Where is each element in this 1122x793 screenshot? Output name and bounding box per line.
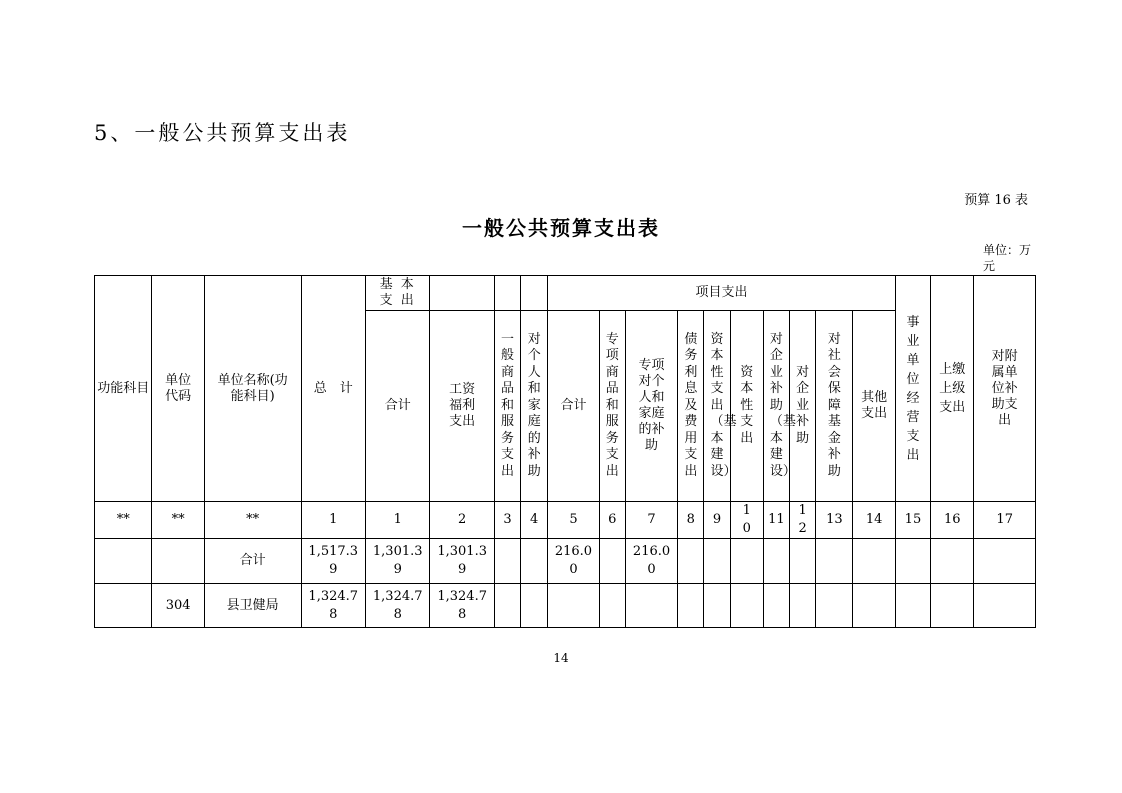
empty-cell [730, 584, 763, 628]
project-total-cell [548, 584, 599, 628]
index-cell: 8 [678, 502, 704, 539]
func-subject-cell [95, 539, 152, 584]
page-number: 14 [553, 651, 569, 665]
basic-total-cell: 1,324.78 [365, 584, 429, 628]
header-goods-services: 一般商品和服务支出 [494, 311, 520, 502]
empty-cell [730, 539, 763, 584]
index-cell: 6 [599, 502, 625, 539]
index-cell: 1 [301, 502, 365, 539]
section-heading: 5、一般公共预算支出表 [94, 121, 351, 145]
index-cell: 11 [763, 502, 789, 539]
unit-code-cell: 304 [152, 584, 204, 628]
index-cell: 17 [974, 502, 1036, 539]
special-personal-cell: 216.00 [625, 539, 677, 584]
empty-cell [974, 584, 1036, 628]
header-project-total: 合计 [548, 311, 599, 502]
empty-cell [816, 539, 853, 584]
unit-code-cell [152, 539, 204, 584]
header-personal-family: 对个人和家庭的补助 [521, 311, 548, 502]
budget-expenditure-table [94, 275, 1036, 628]
empty-cell [704, 539, 730, 584]
empty-cell [790, 539, 816, 584]
empty-cell [895, 584, 930, 628]
empty-cell [895, 539, 930, 584]
empty-cell [790, 584, 816, 628]
index-cell: 2 [430, 502, 494, 539]
index-cell: 10 [730, 502, 763, 539]
special-personal-cell [625, 584, 677, 628]
project-total-cell: 216.00 [548, 539, 599, 584]
empty-cell [494, 539, 520, 584]
unit-name-cell: 县卫健局 [204, 584, 301, 628]
header-blank-1 [430, 276, 494, 311]
unit-name-cell: 合计 [204, 539, 301, 584]
index-cell: 9 [704, 502, 730, 539]
empty-cell [678, 539, 704, 584]
unit-label: 单位：万元 [983, 243, 1032, 273]
salary-cell: 1,324.78 [430, 584, 494, 628]
index-cell: 1 [365, 502, 429, 539]
index-cell: 12 [790, 502, 816, 539]
header-project-group: 项目支出 [548, 276, 896, 311]
empty-cell [974, 539, 1036, 584]
empty-cell [599, 539, 625, 584]
empty-cell [678, 584, 704, 628]
empty-cell [521, 539, 548, 584]
empty-cell [763, 584, 789, 628]
index-cell: 5 [548, 502, 599, 539]
empty-cell [931, 539, 974, 584]
index-cell: 14 [853, 502, 895, 539]
empty-cell [521, 584, 548, 628]
header-blank-2 [494, 276, 520, 311]
table-row [95, 584, 1036, 628]
header-blank-3 [521, 276, 548, 311]
header-unit-code: 单位代码 [152, 276, 204, 502]
header-capital: 资本性支出 [730, 311, 763, 502]
empty-cell [599, 584, 625, 628]
empty-cell [704, 584, 730, 628]
header-other: 其他支出 [853, 311, 895, 502]
index-cell: 3 [494, 502, 520, 539]
index-cell: ** [204, 502, 301, 539]
index-cell: ** [152, 502, 204, 539]
func-subject-cell [95, 584, 152, 628]
header-social-security: 对社会保障基金补助 [816, 311, 853, 502]
empty-cell [763, 539, 789, 584]
total-cell: 1,324.78 [301, 584, 365, 628]
table-number: 预算 16 表 [964, 193, 1028, 208]
index-cell: 13 [816, 502, 853, 539]
index-cell: 7 [625, 502, 677, 539]
header-business-operation: 事业单位经营支出 [895, 276, 930, 502]
empty-cell [853, 584, 895, 628]
index-cell: 16 [931, 502, 974, 539]
header-unit-name: 单位名称(功能科目) [204, 276, 301, 502]
header-basic-total: 合计 [365, 311, 429, 502]
header-capital-construction: 资本性支出（基本建设） [704, 311, 730, 502]
header-debt-interest: 债务利息及费用支出 [678, 311, 704, 502]
header-affiliated-subsidy: 对附属单位补助支出 [974, 276, 1036, 502]
table-row [95, 539, 1036, 584]
index-cell: ** [95, 502, 152, 539]
header-basic-group: 基 本 支 出 [365, 276, 429, 311]
header-special-goods: 专项商品和服务支出 [599, 311, 625, 502]
index-row [95, 502, 1036, 539]
header-enterprise-construction: 对企业补助（基本建设） [763, 311, 789, 502]
salary-cell: 1,301.39 [430, 539, 494, 584]
table-title: 一般公共预算支出表 [462, 216, 660, 240]
total-cell: 1,517.39 [301, 539, 365, 584]
header-special-personal: 专项对个人和家庭的补助 [625, 311, 677, 502]
index-cell: 15 [895, 502, 930, 539]
index-cell: 4 [521, 502, 548, 539]
empty-cell [853, 539, 895, 584]
basic-total-cell: 1,301.39 [365, 539, 429, 584]
header-func-subject: 功能科目 [95, 276, 152, 502]
header-total: 总 计 [301, 276, 365, 502]
header-enterprise: 对企业补助 [790, 311, 816, 502]
empty-cell [816, 584, 853, 628]
empty-cell [931, 584, 974, 628]
empty-cell [494, 584, 520, 628]
header-upper-payment: 上缴上级支出 [931, 276, 974, 502]
header-salary: 工资福利支出 [430, 311, 494, 502]
